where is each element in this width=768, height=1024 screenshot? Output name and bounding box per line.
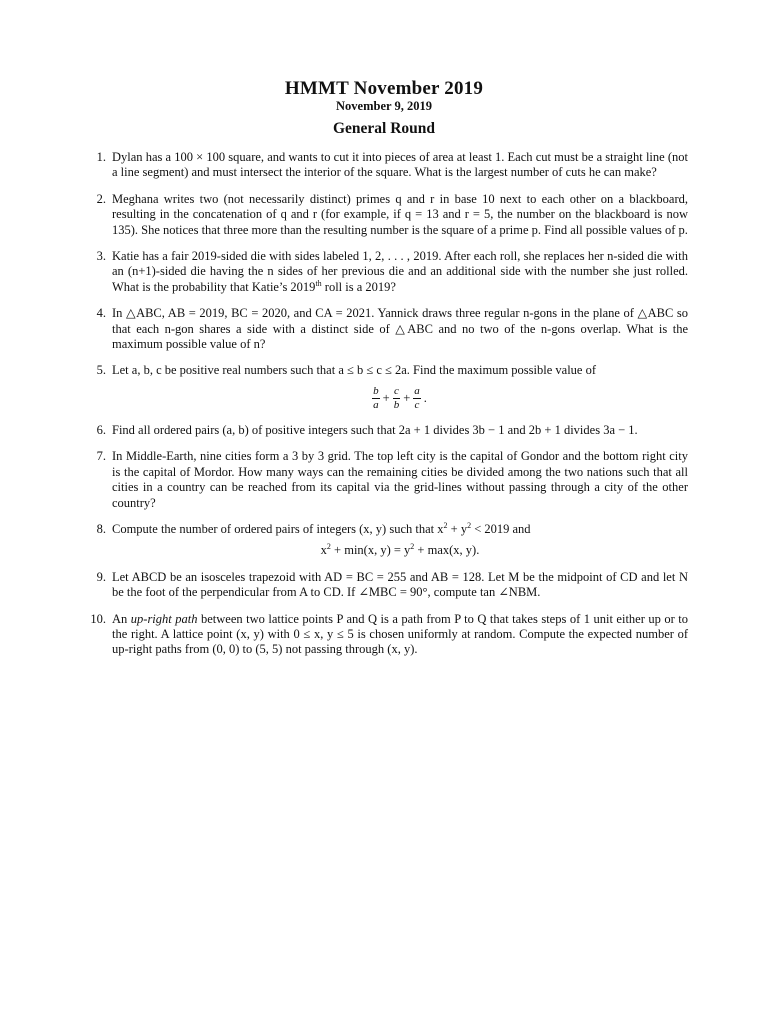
problem-text: Let a, b, c be positive real numbers such that a ≤ b ≤ c ≤ 2a. Find the maximum possible value of	[112, 363, 597, 378]
problem-number: 5.	[96, 363, 106, 378]
problem-text: In △ABC, AB = 2019, BC = 2020, and CA = 2021. Yannick draws three regular n-gons in the plane of △ABC so that each n-gon shares a side with a distinct side of △ABC and no two of the n-gons overlap. What is the maximum possible value of n?	[112, 306, 688, 352]
problem-text-part: roll is a 2019?	[321, 279, 396, 294]
numerator: b	[373, 384, 379, 397]
problem-text	[112, 522, 531, 536]
problem-8	[86, 522, 688, 559]
problem-7	[86, 449, 688, 511]
problem-4	[86, 306, 688, 352]
ordinal-superscript: th	[315, 278, 322, 288]
numerator: a	[414, 384, 420, 397]
problem-5	[86, 363, 688, 411]
exponent: 2	[410, 542, 415, 552]
problem-text	[112, 249, 688, 294]
equation-part: x	[320, 543, 327, 558]
problem-text-part: + y	[447, 521, 468, 536]
denominator: c	[414, 398, 420, 411]
exponent: 2	[443, 520, 448, 530]
equation-part: + min(x, y) = y	[330, 543, 411, 558]
defined-term: up-right path	[130, 611, 198, 626]
problem-number: 8.	[96, 521, 106, 536]
problem-text: Dylan has a 100 × 100 square, and wants to cut it into pieces of area at least 1. Each cut must be a straight line (not a line segment) and must intersect the interior of the square. What is the largest number of cuts he can make?	[112, 150, 688, 180]
display-equation	[112, 543, 688, 558]
fraction	[413, 385, 421, 412]
numerator: c	[393, 384, 399, 397]
problem-6	[86, 423, 688, 438]
fraction	[393, 385, 401, 412]
problem-number: 9.	[96, 569, 106, 584]
problem-text: Find all ordered pairs (a, b) of positive integers such that 2a + 1 divides 3b − 1 and 2b + 1 divides 3a − 1.	[112, 422, 638, 437]
problem-number: 4.	[96, 306, 106, 321]
denominator: a	[373, 398, 379, 411]
problem-1	[86, 150, 688, 181]
problem-2	[86, 192, 688, 238]
problem-text: In Middle-Earth, nine cities form a 3 by 3 grid. The top left city is the capital of Gondor and the bottom right city is the capital of Mordor. How many ways can the remaining cities be divided among the two nations such that all cities in a country can be reached from its capital via the grid-lines without passing through a city of the other country?	[112, 449, 688, 510]
problem-number: 6.	[96, 422, 106, 437]
page-title: HMMT November 2019	[284, 78, 484, 99]
problem-text	[112, 612, 688, 657]
display-equation	[112, 385, 688, 412]
problem-text: Let ABCD be an isosceles trapezoid with AD = BC = 255 and AB = 128. Let M be the midpoint of CD and let N be the foot of the perpendicular from A to CD. If ∠MBC = 90°, compute tan ∠NBM.	[112, 569, 688, 600]
problem-list	[86, 150, 688, 669]
problem-text-part: < 2019 and	[471, 521, 531, 536]
round-title: General Round	[332, 120, 436, 137]
exponent: 2	[326, 542, 331, 552]
problem-10	[86, 612, 688, 658]
exponent: 2	[467, 520, 472, 530]
problem-number: 2.	[96, 191, 106, 206]
plus-sign: +	[403, 390, 411, 405]
problem-text: Meghana writes two (not necessarily distinct) primes q and r in base 10 next to each other on a blackboard, resulting in the concatenation of q and r (for example, if q = 13 and r = 5, the number on the blackboard is now 135). She notices that three more than the resulting number is the square of a prime p. Find all possible values of p.	[112, 191, 688, 237]
denominator: b	[393, 398, 400, 411]
problem-text-part: Compute the number of ordered pairs of integers (x, y) such that x	[112, 521, 444, 536]
fraction	[372, 385, 380, 412]
problem-3	[86, 249, 688, 295]
problem-number: 1.	[96, 150, 106, 164]
problem-text-part: Katie has a fair 2019-sided die with sides labeled 1, 2, . . . , 2019. After each roll, she replaces her n-sided die with an (n+1)-sided die having the n sides of her previous die and an additional side with the number she just rolled. What is the probability that Katie’s 2019	[112, 249, 688, 294]
problem-number: 10.	[90, 611, 106, 626]
problem-number: 7.	[96, 449, 106, 464]
problem-text-part: An	[112, 611, 131, 626]
problem-9	[86, 570, 688, 601]
period: .	[423, 390, 427, 405]
plus-sign: +	[382, 390, 390, 405]
problem-text-part: between two lattice points P and Q is a path from P to Q that takes steps of 1 unit either up or to the right. A lattice point (x, y) with 0 ≤ x, y ≤ 5 is chosen uniformly at random. Compute the expected number of up-right paths from (0, 0) to (5, 5) not passing through (x, y).	[112, 611, 689, 657]
problem-number: 3.	[96, 249, 106, 264]
exam-date: November 9, 2019	[336, 99, 432, 113]
equation-part: + max(x, y).	[414, 543, 480, 558]
